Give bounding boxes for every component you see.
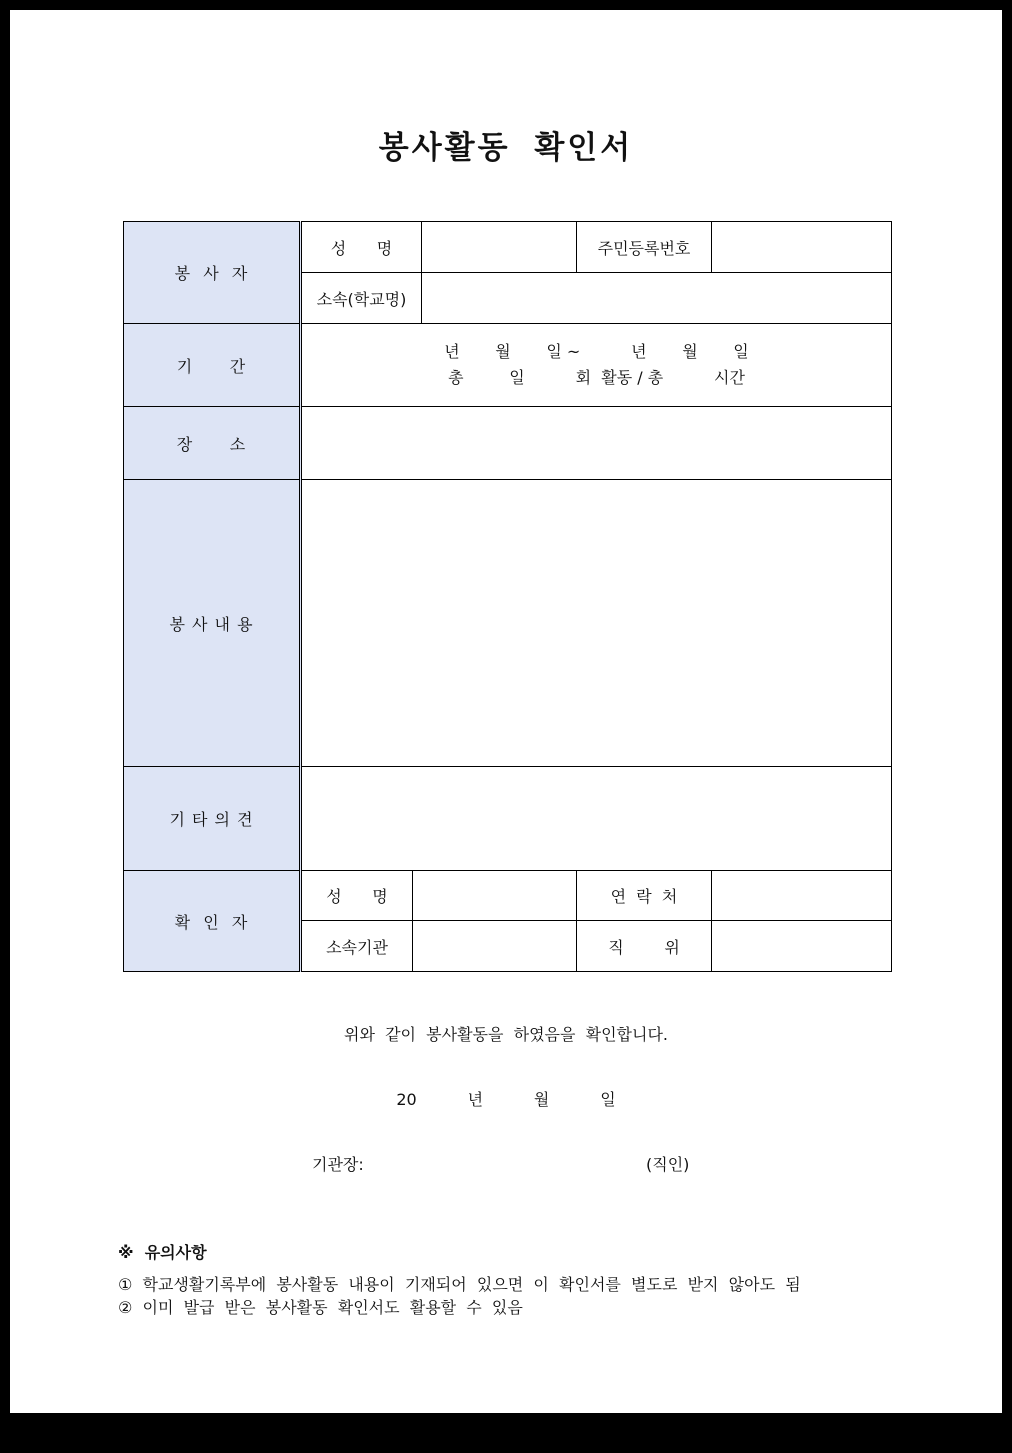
document-title: 봉사활동 확인서 (378, 130, 634, 166)
confirmer-position-field[interactable] (712, 921, 892, 972)
confirmer-contact-field[interactable] (712, 871, 892, 921)
volunteer-row-1 (124, 222, 892, 273)
content-row (124, 480, 892, 767)
place-field[interactable] (301, 407, 892, 480)
remarks-row (124, 767, 892, 871)
notes-section (118, 1240, 801, 1319)
issue-date: 20 년 월 일 (396, 1090, 616, 1109)
volunteer-rrn-field[interactable] (712, 222, 892, 273)
volunteer-header: 봉 사 자 (124, 222, 301, 324)
confirmer-name-field[interactable] (413, 871, 577, 921)
volunteer-affiliation-field[interactable] (422, 273, 892, 324)
director-label: 기관장: (312, 1155, 364, 1174)
notes-title: ※ 유의사항 (118, 1243, 207, 1262)
official-seal-label: (직인) (646, 1155, 690, 1174)
remarks-header: 기 타 의 견 (124, 767, 301, 871)
note-item: ① 학교생활기록부에 봉사활동 내용이 기재되어 있으면 이 확인서를 별도로 받지 않아도 됨 (118, 1275, 801, 1294)
period-header: 기 간 (124, 324, 301, 407)
period-date-range: 년 월 일 ~ 년 월 일 (444, 342, 749, 361)
confirmer-header: 확 인 자 (124, 871, 301, 972)
content-field[interactable] (301, 480, 892, 767)
volunteer-affiliation-label: 소속(학교명) (301, 273, 422, 324)
volunteer-name-label: 성 명 (301, 222, 422, 273)
remarks-field[interactable] (301, 767, 892, 871)
period-row (124, 324, 892, 407)
confirmation-form-table (123, 221, 892, 972)
volunteer-rrn-label: 주민등록번호 (577, 222, 712, 273)
confirmer-row-1 (124, 871, 892, 921)
confirmer-org-field[interactable] (413, 921, 577, 972)
confirmer-contact-label: 연 락 처 (577, 871, 712, 921)
period-total: 총 일 회 활동 / 총 시간 (448, 368, 745, 387)
volunteer-name-field[interactable] (422, 222, 577, 273)
confirmer-position-label: 직 위 (577, 921, 712, 972)
document-page (10, 10, 1002, 1413)
confirmation-statement: 위와 같이 봉사활동을 하였음을 확인합니다. (344, 1025, 668, 1044)
confirmer-org-label: 소속기관 (301, 921, 413, 972)
period-field[interactable] (301, 324, 892, 407)
place-row (124, 407, 892, 480)
content-header: 봉 사 내 용 (124, 480, 301, 767)
place-header: 장 소 (124, 407, 301, 480)
note-item: ② 이미 발급 받은 봉사활동 확인서도 활용할 수 있음 (118, 1298, 523, 1317)
confirmer-name-label: 성 명 (301, 871, 413, 921)
